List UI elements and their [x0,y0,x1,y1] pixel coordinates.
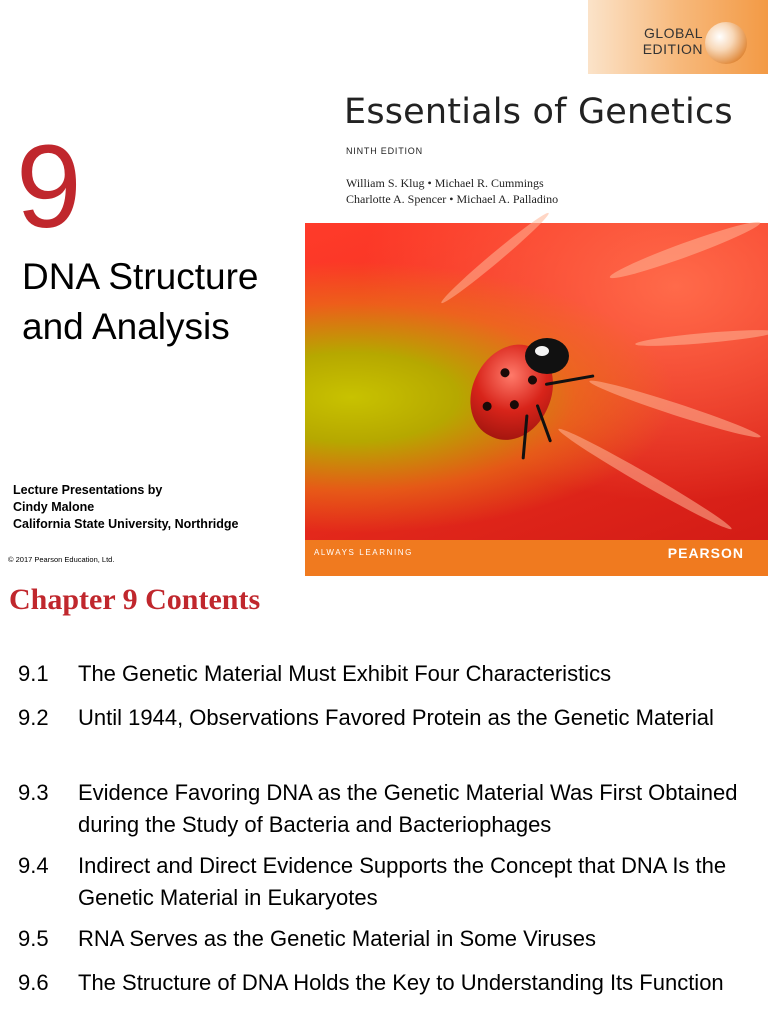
global-edition-label [623,25,703,57]
section-title: RNA Serves as the Genetic Material in Some Viruses [78,926,597,951]
section-number: 9.6 [18,970,49,995]
global-label: GLOBAL [643,25,703,41]
section-number: 9.2 [18,705,49,730]
presenter-name: Cindy Malone [13,500,95,514]
authors-line: Charlotte A. Spencer • Michael A. Palladino [346,192,559,206]
authors-line: William S. Klug • Michael R. Cummings [346,176,544,190]
section-number: 9.1 [18,661,49,686]
ladybug-head [525,338,569,374]
presenter-affiliation: California State University, Northridge [13,517,239,531]
section-title: Until 1944, Observations Favored Protein as the Genetic Material [78,705,714,730]
section-title: Evidence Favoring DNA as the Genetic Material Was First Obtained during the Study of Bacteria and Bacteriophages [78,780,738,837]
edition-label: EDITION [642,41,703,57]
section-number: 9.5 [18,926,49,951]
book-cover [305,0,768,576]
publisher-logo: PEARSON [667,545,744,561]
chapter-title [22,252,258,352]
book-authors [346,175,558,207]
copyright-notice: © 2017 Pearson Education, Ltd. [8,555,115,564]
chapter-title-line: and Analysis [22,306,230,347]
section-title: Indirect and Direct Evidence Supports the Concept that DNA Is the Genetic Material in Eukaryotes [78,853,727,910]
cover-photo-ladybug [305,223,768,540]
contents-title: Chapter 9 Contents [9,583,261,616]
globe-icon [705,22,747,64]
chapter-number: 9 [16,121,82,253]
section-number: 9.3 [18,780,49,805]
presenter-line: Lecture Presentations by [13,483,163,497]
chapter-title-line: DNA Structure [22,256,259,297]
book-edition: NINTH EDITION [346,146,423,156]
section-title: The Structure of DNA Holds the Key to Understanding Its Function [78,970,724,995]
contents-slide [0,576,768,1024]
section-number: 9.4 [18,853,49,878]
book-title: Essentials of Genetics [344,92,733,132]
presenter-credits [13,482,239,533]
tagline: ALWAYS LEARNING [314,548,413,557]
section-title: The Genetic Material Must Exhibit Four Characteristics [78,661,612,686]
